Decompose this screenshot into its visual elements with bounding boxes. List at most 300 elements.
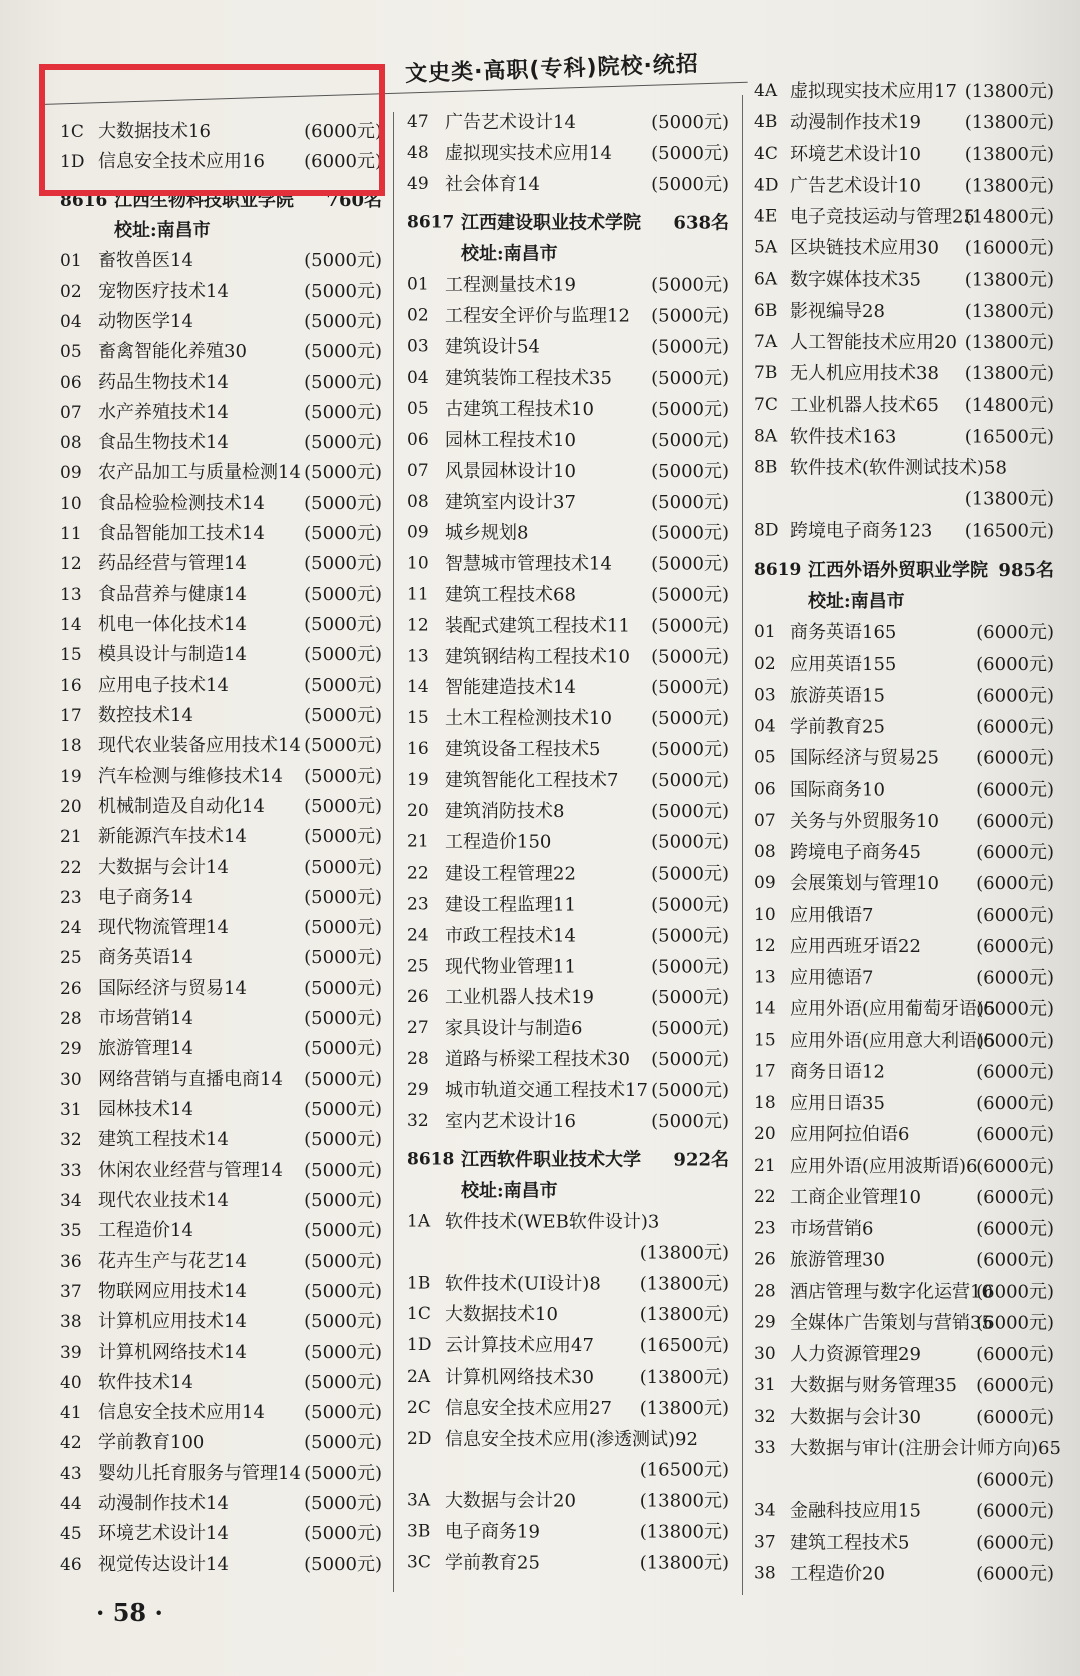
major-name: 酒店管理与数字化运营10 [790,1281,993,1303]
major-row [407,1331,729,1362]
major-name: 建筑工程技术5 [790,1532,910,1554]
major-row [60,1125,382,1155]
major-name: 无人机应用技术38 [790,363,939,385]
major-name: 婴幼儿托育服务与管理14 [98,1462,301,1484]
tuition-fee: (5000元) [651,429,729,451]
tuition-fee: (5000元) [304,826,382,848]
major-code: 46 [60,1554,82,1575]
major-code: 32 [754,1406,776,1427]
major-name: 软件技术(WEB软件设计)3 [445,1211,660,1233]
major-row [754,1151,1054,1182]
major-code: 7B [754,363,778,384]
major-code: 30 [60,1069,82,1090]
major-row [754,515,1054,546]
major-row [754,1307,1054,1338]
major-name: 商务英语14 [98,947,193,969]
tuition-fee: (6000元) [976,810,1054,832]
major-name: 农产品加工与质量检测14 [98,462,301,484]
major-code: 42 [60,1433,82,1454]
tuition-fee: (5000元) [304,1008,382,1030]
tuition-fee: (5000元) [304,371,382,393]
tuition-fee: (13800元) [639,1304,729,1326]
tuition-fee: (5000元) [304,1220,382,1242]
major-code: 38 [754,1563,776,1584]
major-code: 22 [407,863,429,884]
major-code: 02 [754,653,776,674]
major-name: 建筑钢结构工程技术10 [445,646,630,668]
major-code: 07 [60,402,82,423]
major-code: 4E [754,206,778,227]
tuition-fee: (5000元) [304,886,382,908]
tuition-fee: (5000元) [651,142,729,164]
enrollment-count: 985名 [998,559,1054,581]
tuition-fee: (16500元) [639,1335,729,1357]
tuition-fee: (13800元) [639,1521,729,1543]
major-row [60,701,382,731]
major-name: 云计算技术应用47 [445,1335,594,1357]
major-name: 建筑消防技术8 [445,801,565,823]
tuition-fee: (5000元) [304,644,382,666]
tuition-fee: (6000元) [976,1030,1054,1052]
major-name: 软件技术(软件测试技术)58 [790,457,1007,479]
major-code: 4B [754,112,778,133]
major-code: 48 [407,142,429,163]
major-row [407,920,729,951]
tuition-fee: (5000元) [304,674,382,696]
major-code: 34 [754,1500,776,1521]
tuition-fee: (6000元) [976,1532,1054,1554]
major-code: 15 [754,1030,776,1051]
major-code: 29 [60,1039,82,1060]
major-row [60,398,382,428]
major-row [60,1277,382,1307]
tuition-fee: (5000元) [304,1341,382,1363]
school-header [754,555,1054,586]
major-code: 12 [407,615,429,636]
major-name: 国际商务10 [790,779,885,801]
tuition-fee: (5000元) [304,1068,382,1090]
school-header [407,208,729,239]
major-row [60,762,382,792]
tuition-fee: (5000元) [304,1371,382,1393]
major-row [407,301,729,332]
tuition-fee: (13800元) [639,1397,729,1419]
major-row [407,734,729,765]
major-name: 物联网应用技术14 [98,1280,247,1302]
tuition-fee: (6000元) [976,1124,1054,1146]
tuition-fee: (5000元) [651,739,729,761]
major-code: 24 [60,918,82,939]
major-row [754,1025,1054,1056]
major-row [754,806,1054,837]
major-code: 8D [754,520,779,541]
major-code: 3A [407,1490,431,1511]
major-code: 05 [754,747,776,768]
major-row [754,1276,1054,1307]
major-name: 影视编导28 [790,300,885,322]
major-code: 31 [60,1100,82,1120]
major-code: 03 [407,336,429,357]
major-row [60,368,382,398]
major-code: 23 [60,887,82,908]
major-name: 环境艺术设计10 [790,143,921,165]
tuition-fee: (5000元) [651,553,729,575]
location-label: 校址:南昌市 [114,219,211,241]
major-row [60,822,382,852]
major-row [407,518,729,549]
tuition-fee: (5000元) [304,523,382,545]
tuition-fee: (5000元) [304,462,382,484]
major-name: 城市轨道交通工程技术17 [445,1079,648,1101]
major-name: 园林技术14 [98,1099,193,1120]
major-code: 32 [60,1130,82,1151]
major-code: 10 [407,553,429,574]
tuition-fee: (6000元) [304,121,382,142]
enrollment-count: 922名 [673,1149,729,1171]
tuition-fee: (5000元) [651,491,729,513]
major-code: 20 [60,796,82,817]
major-code: 20 [407,801,429,822]
tuition-fee: (5000元) [651,1079,729,1101]
major-name: 药品生物技术14 [98,371,229,393]
major-row [754,264,1054,295]
tuition-fee: (5000元) [304,1159,382,1181]
major-code: 2D [407,1428,432,1449]
major-name: 水产养殖技术14 [98,401,229,423]
tuition-fee: (5000元) [651,274,729,296]
major-name: 食品检验检测技术14 [98,492,265,514]
major-name: 应用俄语7 [790,904,874,926]
major-name: 现代物业管理11 [445,955,576,977]
major-name: 应用德语7 [790,967,874,989]
major-name: 人工智能技术应用20 [790,331,957,353]
major-code: 27 [407,1017,429,1038]
major-code: 19 [407,770,429,791]
major-code: 01 [407,274,429,295]
major-name: 大数据与会计20 [445,1490,576,1512]
major-row [407,548,729,579]
major-name: 广告艺术设计10 [790,175,921,197]
major-name: 计算机网络技术30 [445,1366,594,1388]
major-name: 环境艺术设计14 [98,1523,229,1545]
major-row [60,943,382,973]
major-code: 47 [407,112,429,132]
major-name: 电子商务19 [445,1521,540,1543]
major-code: 01 [754,622,776,643]
column-divider-2 [742,95,743,1595]
column-2 [407,107,729,1583]
major-row [754,617,1054,648]
major-name: 大数据与审计(注册会计师方向)65 [790,1437,1061,1459]
tuition-fee: (5000元) [304,1250,382,1272]
major-code: 15 [407,708,429,729]
major-row [60,1004,382,1034]
tuition-fee: (6000元) [976,1375,1054,1397]
major-code: 8A [754,426,778,447]
major-name: 信息安全技术应用16 [98,151,265,173]
tuition-fee: (5000元) [304,310,382,332]
major-row [407,1207,729,1238]
tuition-fee: (5000元) [651,336,729,358]
major-row [754,774,1054,805]
major-row [407,1106,729,1137]
major-row [60,1398,382,1428]
major-code: 26 [60,978,82,999]
major-code: 04 [407,367,429,388]
fee-continuation [754,484,1054,515]
tuition-fee: (6000元) [976,1281,1054,1303]
major-name: 食品智能加工技术14 [98,523,265,545]
major-row [754,1245,1054,1276]
major-row [407,951,729,982]
major-row [754,76,1054,107]
major-row [754,1496,1054,1527]
major-row [407,641,729,672]
major-code: 19 [60,766,82,787]
major-code: 1C [60,122,84,142]
major-code: 23 [754,1218,776,1239]
tuition-fee: (13800元) [639,1490,729,1512]
major-code: 41 [60,1403,82,1424]
major-row [60,853,382,883]
major-name: 食品营养与健康14 [98,583,247,605]
major-name: 智能建造技术14 [445,677,576,699]
major-code: 16 [60,675,82,696]
major-name: 大数据技术16 [98,121,211,142]
major-code: 1C [407,1304,431,1325]
tuition-fee: (5000元) [651,832,729,854]
major-name: 会展策划与管理10 [790,873,939,895]
major-name: 虚拟现实技术应用17 [790,81,957,102]
major-name: 信息安全技术应用14 [98,1402,265,1424]
major-name: 跨境电子商务123 [790,520,933,542]
major-name: 园林工程技术10 [445,429,576,451]
major-name: 建设工程监理11 [445,894,576,916]
major-name: 人力资源管理29 [790,1343,921,1365]
major-name: 商务英语165 [790,622,897,644]
major-name: 市场营销6 [790,1218,874,1240]
major-code: 07 [407,460,429,481]
tuition-fee: (6000元) [976,1061,1054,1083]
major-row [754,452,1054,483]
school-location [407,239,729,270]
major-name: 建筑工程技术14 [98,1129,229,1151]
major-name: 工业机器人技术19 [445,986,594,1008]
major-row [754,358,1054,389]
major-name: 关务与外贸服务10 [790,810,939,832]
major-code: 28 [407,1048,429,1069]
major-row [754,868,1054,899]
tuition-fee: (5000元) [651,584,729,606]
major-name: 视觉传达设计14 [98,1553,229,1575]
tuition-fee: (5000元) [651,708,729,730]
major-code: 04 [754,716,776,737]
major-name: 机电一体化技术14 [98,614,247,635]
major-row [60,337,382,367]
major-row [754,931,1054,962]
tuition-fee: (6000元) [304,151,382,173]
major-row [754,1182,1054,1213]
tuition-fee: (14800元) [964,206,1054,228]
fee-continuation [754,1464,1054,1495]
tuition-fee: (5000元) [304,1493,382,1515]
major-row [407,610,729,641]
major-code: 2A [407,1366,431,1387]
tuition-fee: (5000元) [304,856,382,878]
major-row [407,363,729,394]
major-row [407,169,729,200]
major-name: 工程安全评价与监理12 [445,305,630,327]
major-row [754,170,1054,201]
major-code: 07 [754,810,776,831]
major-row [407,827,729,858]
major-code: 6A [754,269,778,290]
major-code: 16 [407,739,429,760]
major-name: 现代农业技术14 [98,1189,229,1211]
major-code: 06 [60,372,82,393]
tuition-fee: (6000元) [976,779,1054,801]
major-code: 11 [407,584,429,605]
major-code: 8B [754,457,778,478]
major-name: 应用阿拉伯语6 [790,1124,910,1146]
major-code: 10 [754,904,776,925]
major-name: 国际经济与贸易14 [98,977,247,999]
major-row [407,1269,729,1300]
major-name: 工程造价150 [445,832,552,854]
major-row [407,982,729,1013]
major-row [60,1489,382,1519]
tuition-fee: (5000元) [651,398,729,420]
tuition-fee: (5000元) [304,583,382,605]
tuition-fee: (5000元) [651,1017,729,1039]
major-name: 大数据技术10 [445,1304,558,1326]
major-row [60,610,382,640]
tuition-fee: (5000元) [304,432,382,454]
major-code: 33 [60,1160,82,1181]
tuition-fee: (6000元) [976,1500,1054,1522]
major-row [60,1034,382,1064]
page-header-title: 文史类·高职(专科)院校·统招 [404,51,700,88]
major-code: 22 [754,1186,776,1207]
major-code: 01 [60,251,82,272]
major-code: 04 [60,311,82,332]
major-name: 商务日语12 [790,1061,885,1083]
school-code: 8616 [60,190,108,211]
major-name: 应用日语35 [790,1092,885,1114]
page-number: · 58 · [96,1598,163,1627]
major-code: 10 [60,493,82,514]
major-row [407,672,729,703]
major-row [754,1402,1054,1433]
major-code: 39 [60,1342,82,1363]
major-row [407,765,729,796]
major-name: 全媒体广告策划与营销35 [790,1312,993,1334]
major-name: 休闲农业经营与管理14 [98,1159,283,1181]
major-code: 4A [754,81,778,101]
major-row [407,889,729,920]
location-label: 校址:南昌市 [461,1180,558,1202]
tuition-fee: (5000元) [651,925,729,947]
tuition-fee: (6000元) [976,1092,1054,1114]
major-code: 23 [407,894,429,915]
school-code: 8618 [407,1149,455,1170]
major-row [60,913,382,943]
major-row [60,580,382,610]
major-name: 畜牧兽医14 [98,250,193,272]
tuition-fee: (5000元) [304,401,382,423]
major-code: 14 [407,677,429,698]
tuition-fee: (5000元) [304,1129,382,1151]
major-code: 22 [60,857,82,878]
major-row [754,390,1054,421]
tuition-fee: (6000元) [976,653,1054,675]
tuition-fee: (5000元) [651,801,729,823]
major-code: 37 [754,1532,776,1553]
major-row [60,549,382,579]
major-code: 20 [754,1124,776,1145]
major-name: 虚拟现实技术应用14 [445,142,612,164]
major-row [754,1119,1054,1150]
major-row [754,201,1054,232]
major-name: 新能源汽车技术14 [98,826,247,848]
major-name: 风景园林设计10 [445,460,576,482]
major-row [407,1362,729,1393]
major-name: 现代物流管理14 [98,917,229,939]
major-code: 7C [754,394,778,415]
major-code: 25 [407,955,429,976]
tuition-fee: (13800元) [639,1242,729,1264]
major-name: 电子商务14 [98,886,193,908]
major-row [754,900,1054,931]
major-row [60,1065,382,1095]
major-code: 02 [407,305,429,326]
major-row [60,1247,382,1277]
tuition-fee: (5000元) [304,492,382,514]
tuition-fee: (5000元) [651,615,729,637]
school-name: 江西建设职业技术学院 [461,212,641,234]
tuition-fee: (5000元) [304,1099,382,1120]
major-row [754,1088,1054,1119]
major-name: 国际经济与贸易25 [790,747,939,769]
tuition-fee: (5000元) [304,917,382,939]
major-row [407,270,729,301]
major-row [60,1186,382,1216]
major-row [754,233,1054,264]
major-row [60,1095,382,1125]
major-code: 21 [407,832,429,853]
major-name: 跨境电子商务45 [790,841,921,863]
major-row [407,138,729,169]
location-label: 校址:南昌市 [461,243,558,265]
tuition-fee: (6000元) [976,622,1054,644]
major-code: 18 [754,1092,776,1113]
major-name: 网络营销与直播电商14 [98,1068,283,1090]
tuition-fee: (5000元) [651,986,729,1008]
major-code: 24 [407,925,429,946]
major-row [60,246,382,276]
tuition-fee: (5000元) [304,1402,382,1424]
tuition-fee: (16500元) [639,1459,729,1481]
major-name: 药品经营与管理14 [98,553,247,575]
major-name: 工商企业管理10 [790,1186,921,1208]
major-code: 4C [754,143,778,164]
major-row [407,1075,729,1106]
major-name: 建筑设计54 [445,336,540,358]
major-row [754,327,1054,358]
major-name: 花卉生产与花艺14 [98,1250,247,1272]
major-code: 13 [407,646,429,667]
major-name: 学前教育25 [790,716,885,738]
